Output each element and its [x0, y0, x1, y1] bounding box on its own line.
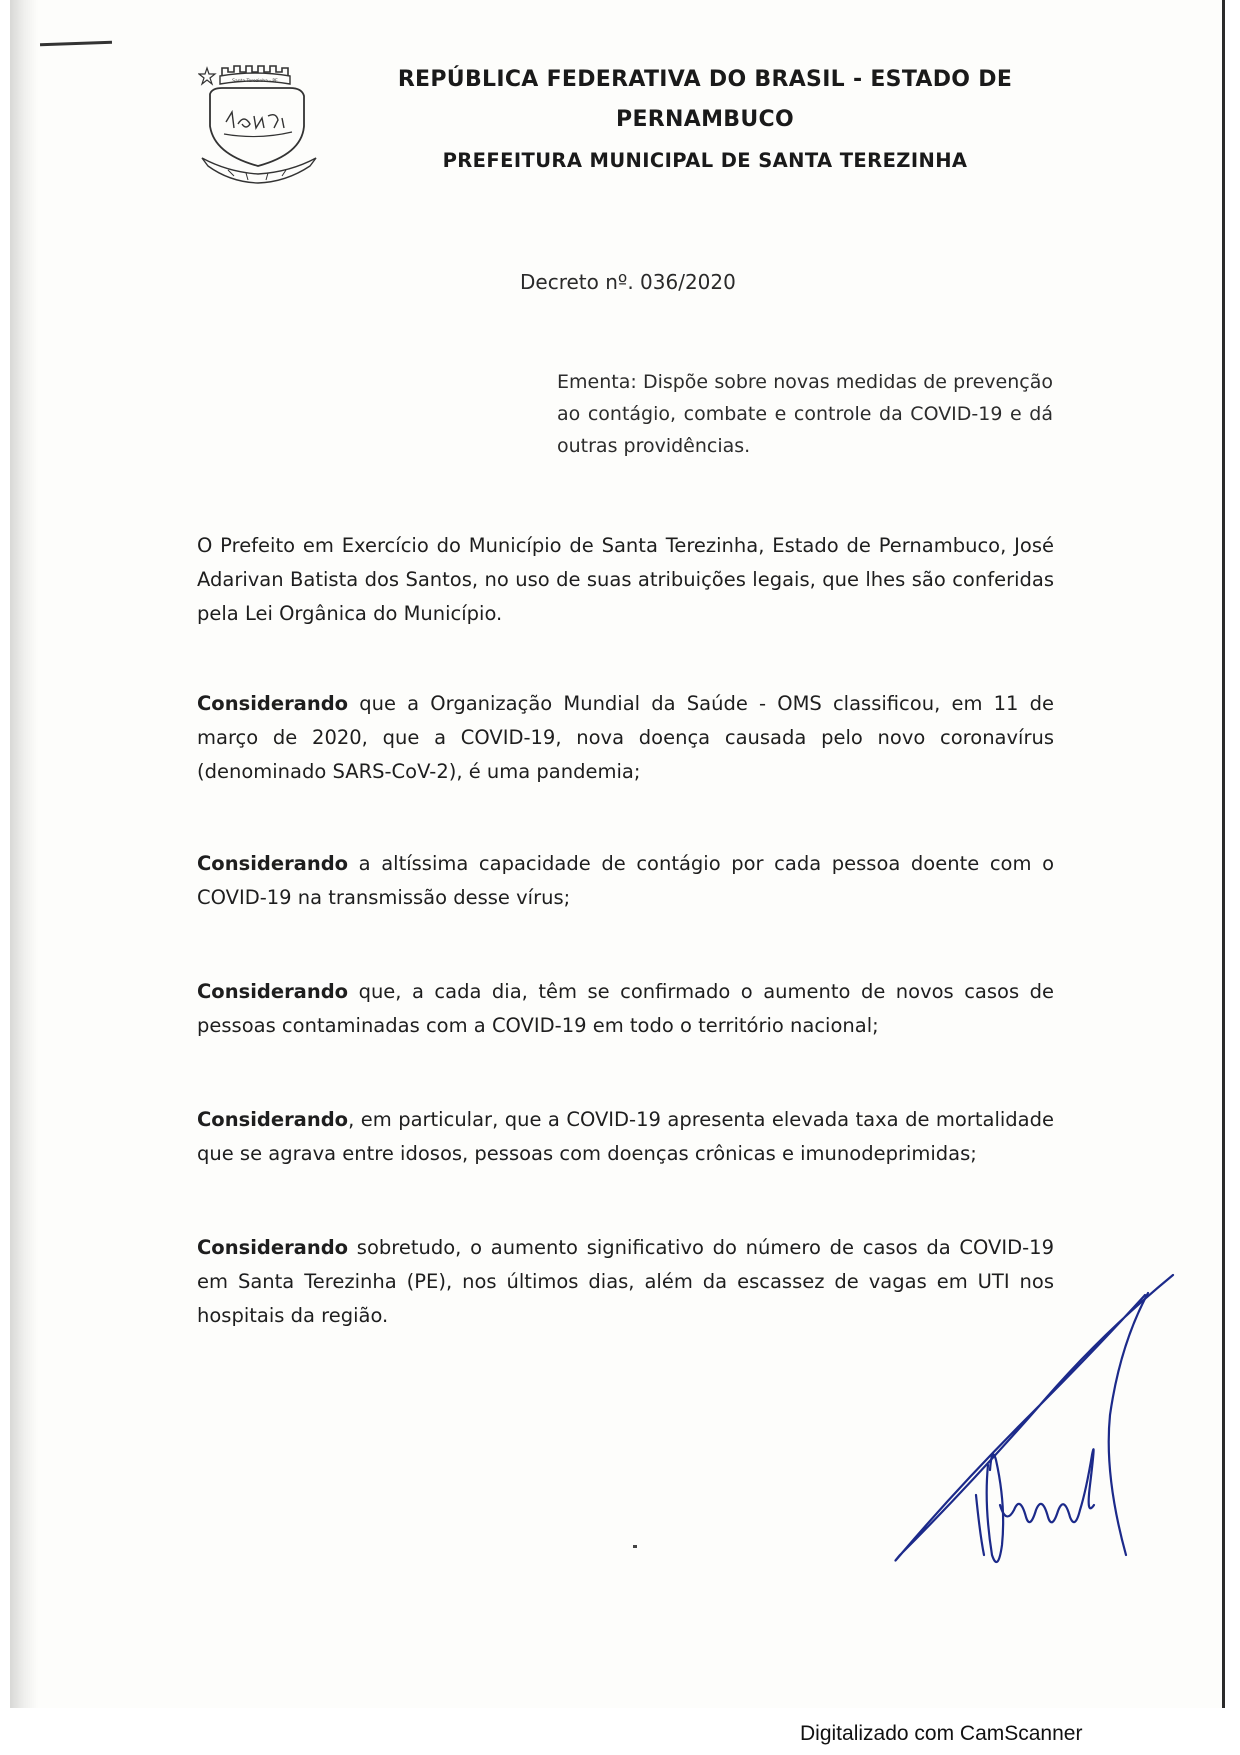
header-municipality-line: PREFEITURA MUNICIPAL DE SANTA TEREZINHA: [442, 149, 968, 172]
decree-number: Decreto nº. 036/2020: [520, 270, 736, 294]
consideration-text: que a Organização Mundial da Saúde - OMS classificou, em 11 de março de 2020, que a COVID-19, nova doença causada pelo novo coronavírus (denominado SARS-CoV-2), é uma pandemia;: [197, 692, 1054, 783]
scanner-watermark: Digitalizado com CamScanner: [800, 1722, 1083, 1745]
consideration-lead: Considerando: [197, 1108, 349, 1131]
ementa-summary: Ementa: Dispõe sobre novas medidas de prevenção ao contágio, combate e controle da COVID-19 e dá outras providências.: [557, 371, 1053, 457]
header-country-line: REPÚBLICA FEDERATIVA DO BRASIL - ESTADO DE: [397, 67, 1013, 92]
consideration-paragraph: [197, 975, 1054, 1043]
stray-mark: [633, 1545, 637, 1548]
consideration-text: a altíssima capacidade de contágio por cada pessoa doente com o COVID-19 na transmissão desse vírus;: [197, 852, 1054, 909]
document-header: [340, 60, 1070, 182]
consideration-paragraph: [197, 1103, 1054, 1171]
handwritten-signature-icon: [880, 1255, 1180, 1570]
consideration-lead: Considerando: [197, 692, 349, 715]
consideration-paragraph: [197, 687, 1054, 789]
consideration-lead: Considerando: [197, 1236, 349, 1259]
page-edge-shadow: [10, 0, 38, 1708]
municipal-coat-of-arms-icon: [198, 62, 330, 187]
consideration-lead: Considerando: [197, 980, 349, 1003]
crest-ribbon-text: Santa Terezinha - PE: [232, 79, 278, 84]
consideration-text: sobretudo, o aumento significativo do número de casos da COVID-19 em Santa Terezinha (PE), nos últimos dias, além da escassez de vagas em UTI nos hospitais da região.: [197, 1236, 1054, 1327]
consideration-text: que, a cada dia, têm se confirmado o aumento de novos casos de pessoas contaminadas com a COVID-19 em todo o território nacional;: [197, 980, 1054, 1037]
consideration-lead: Considerando: [197, 852, 349, 875]
consideration-paragraph: [197, 847, 1054, 915]
preamble-paragraph: O Prefeito em Exercício do Município de Santa Terezinha, Estado de Pernambuco, José Adarivan Batista dos Santos, no uso de suas atribuições legais, que lhes são conferidas pela Lei Orgânica do Município.: [197, 534, 1054, 625]
header-state-line: PERNAMBUCO: [616, 107, 794, 132]
consideration-text: , em particular, que a COVID-19 apresenta elevada taxa de mortalidade que se agrava entre idosos, pessoas com doenças crônicas e imunodeprimidas;: [197, 1108, 1054, 1165]
